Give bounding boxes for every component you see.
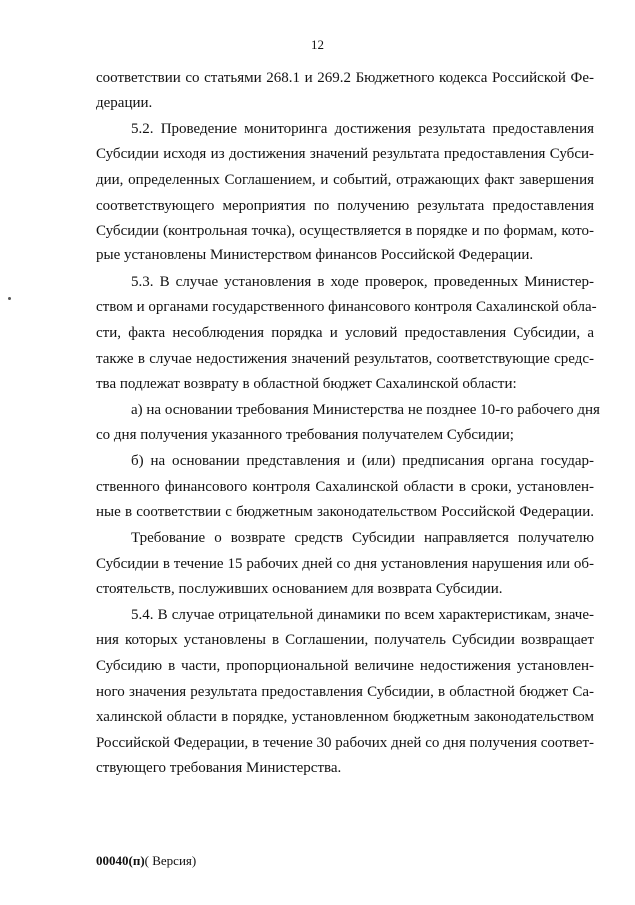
scan-edge-noise: [330, 893, 620, 895]
text-line: ственного финансового контроля Сахалинской области в сроки, установлен-: [96, 479, 594, 495]
text-line: также в случае недостижения значений результатов, соответствующие средс-: [96, 351, 594, 367]
text-line: Субсидию в части, пропорциональной величине недостижения установлен-: [96, 658, 594, 674]
document-code: 00040(п): [96, 853, 145, 868]
paragraph-5-3-first-line: 5.3. В случае установления в ходе проверок, проведенных Министер-: [131, 274, 594, 290]
text-line: Российской Федерации, в течение 30 рабочих дней со дня получения соответ-: [96, 735, 594, 751]
document-footer: [96, 853, 196, 869]
text-line: ния которых установлены в Соглашении, получатель Субсидии возвращает: [96, 632, 594, 648]
text-line: дии, определенных Соглашением, и событий, отражающих факт завершения: [96, 172, 594, 188]
paragraph-requirement-first-line: Требование о возврате средств Субсидии направляется получателю: [131, 530, 594, 546]
text-line: Субсидии (контрольная точка), осуществляется в порядке и по формам, кото-: [96, 223, 594, 239]
text-line: сти, факта несоблюдения порядка и условий предоставления Субсидии, а: [96, 325, 594, 341]
text-line: ные в соответствии с бюджетным законодательством Российской Федерации.: [96, 504, 594, 520]
text-line: ствующего требования Министерства.: [96, 760, 342, 776]
text-line: Субсидии исходя из достижения значений результата предоставления Субси-: [96, 146, 594, 162]
text-line: ного значения результата предоставления Субсидии, в областной бюджет Са-: [96, 684, 594, 700]
text-line: халинской области в порядке, установленном бюджетным законодательством: [96, 709, 594, 725]
item-a-first-line: а) на основании требования Министерства не позднее 10-го рабочего дня: [131, 402, 600, 418]
text-line: соответствующего мероприятия по получению результата предоставления: [96, 198, 594, 214]
document-version: ( Версия): [144, 853, 197, 868]
page-number: 12: [311, 37, 324, 52]
paragraph-5-4-first-line: 5.4. В случае отрицательной динамики по всем характеристикам, значе-: [131, 607, 594, 623]
scan-speck: [8, 297, 11, 300]
text-line: соответствии со статьями 268.1 и 269.2 Бюджетного кодекса Российской Фе-: [96, 70, 594, 86]
text-line: дерации.: [96, 95, 153, 111]
text-line: тва подлежат возврату в областной бюджет Сахалинской области:: [96, 376, 517, 392]
text-line: ством и органами государственного финансового контроля Сахалинской обла-: [96, 299, 597, 315]
text-line: стоятельств, послуживших основанием для возврата Субсидии.: [96, 581, 503, 597]
item-b-first-line: б) на основании представления и (или) предписания органа государ-: [131, 453, 594, 469]
text-line: со дня получения указанного требования получателем Субсидии;: [96, 427, 514, 443]
paragraph-5-2-first-line: 5.2. Проведение мониторинга достижения результата предоставления: [131, 121, 594, 137]
text-line: Субсидии в течение 15 рабочих дней со дня установления нарушения или об-: [96, 556, 594, 572]
text-line: рые установлены Министерством финансов Российской Федерации.: [96, 247, 534, 263]
